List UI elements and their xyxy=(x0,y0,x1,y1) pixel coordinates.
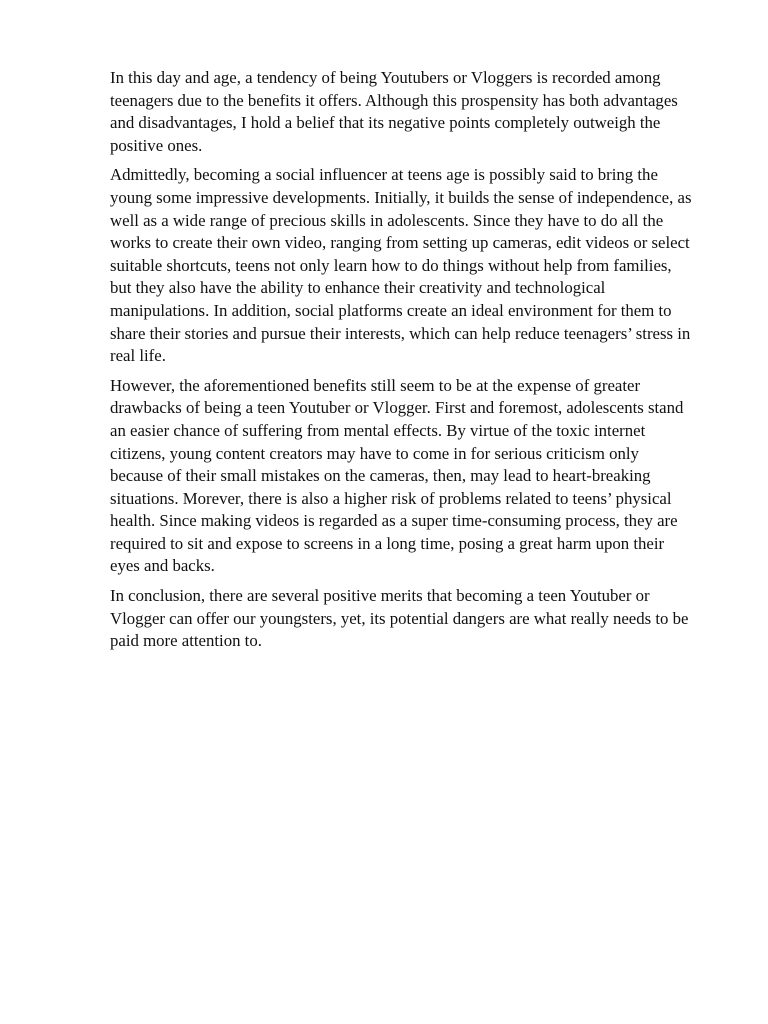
paragraph-intro: In this day and age, a tendency of being Youtubers or Vloggers is recorded among teenagers due to the benefits it offers. Although this prospensity has both advantages and disadvantages, I hold a belief that its negative points completely outweigh the positive ones. xyxy=(110,68,678,155)
essay-body xyxy=(110,67,696,660)
paragraph-advantages: Admittedly, becoming a social influencer at teens age is possibly said to bring the young some impressive developments. Initially, it builds the sense of independence, as well as a wide range of precious skills in adolescents. Since they have to do all the works to create their own video, ranging from setting up cameras, edit videos or select suitable shortcuts, teens not only learn how to do things without help from families, but they also have the ability to enhance their creativity and technological manipulations. In addition, social platforms create an ideal environment for them to share their stories and pursue their interests, which can help reduce teenagers’ stress in real life. xyxy=(110,165,692,366)
paragraph-disadvantages: However, the aforementioned benefits still seem to be at the expense of greater drawbacks of being a teen Youtuber or Vlogger. First and foremost, adolescents stand an easier chance of suffering from mental effects. By virtue of the toxic internet citizens, young content creators may have to come in for serious criticism only because of their small mistakes on the cameras, then, may lead to heart-breaking situations. Morever, there is also a higher risk of problems related to teens’ physical health. Since making videos is regarded as a super time-consuming process, they are required to sit and expose to screens in a long time, posing a great harm upon their eyes and backs. xyxy=(110,375,684,576)
paragraph-conclusion: In conclusion, there are several positive merits that becoming a teen Youtuber or Vlogger can offer our youngsters, yet, its potential dangers are what really needs to be paid more attention to. xyxy=(110,586,689,651)
